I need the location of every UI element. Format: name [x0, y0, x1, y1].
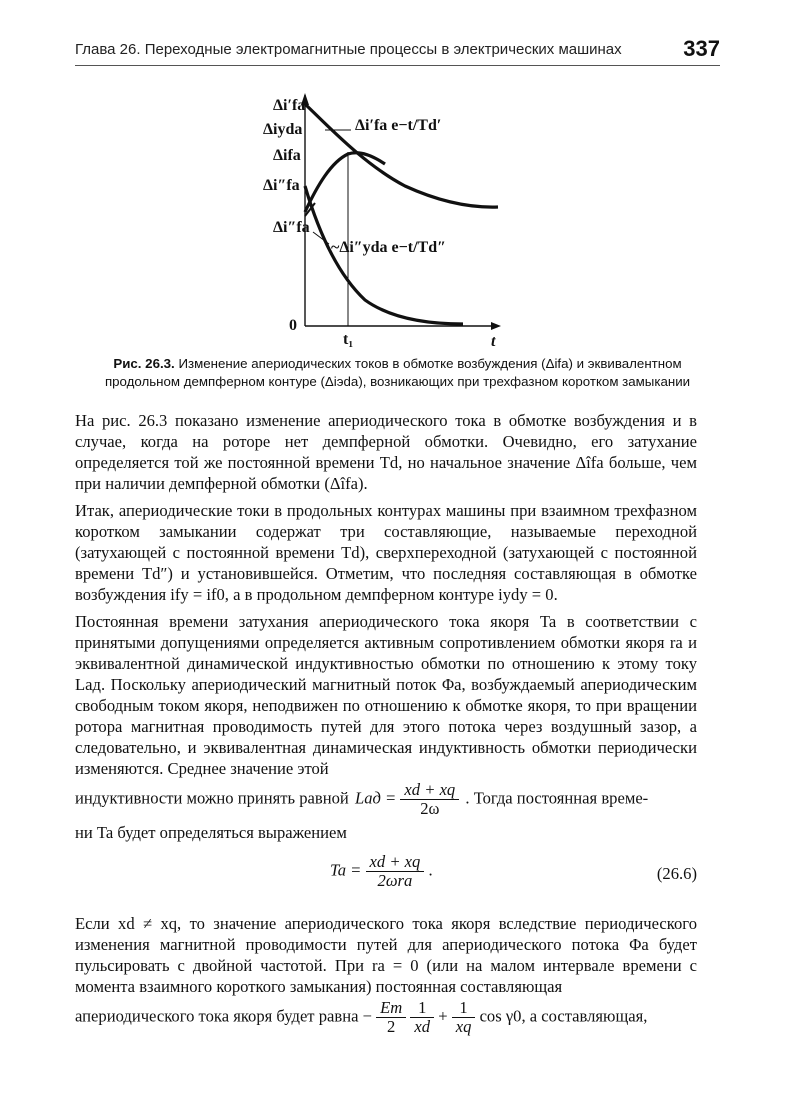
- axis-origin: 0: [289, 317, 297, 334]
- caption-text: Изменение апериодических токов в обмотке возбуждения (Δifa) и эквивалентном продольном демпферном контуре (Δiэda), возникающих при трехфазном коротком замыкании: [104, 356, 691, 389]
- paragraph: На рис. 26.3 показано изменение апериодического тока в обмотке возбуждения и в случае, когда на роторе нет демпферной обмотки. Очевидно, его затухание определяется той же постоянной времени Td, но начальное значение Δîfa больше, чем при наличии демпферной обмотки (Δîfa).: [75, 411, 697, 493]
- field-current-curve: [305, 153, 385, 212]
- tick-t1: t₁: [343, 331, 354, 348]
- page-header: [75, 38, 720, 68]
- equation-denominator: 2ωra: [377, 871, 413, 890]
- text-fragment: cos γ0, а составляющая,: [479, 1006, 648, 1026]
- body-text: [75, 410, 697, 1042]
- running-title: Глава 26. Переходные электромагнитные процессы в электрических машинах: [75, 41, 622, 58]
- text-fragment: апериодического тока якоря будет равна −: [75, 1006, 372, 1026]
- fraction-numerator: 1: [452, 999, 476, 1018]
- curve-label-lower: ~Δi″yda e−t/Td″: [331, 239, 446, 256]
- fraction-numerator: Em: [376, 999, 406, 1018]
- fraction-denominator: xd: [414, 1017, 431, 1036]
- paragraph-formula-line: [75, 999, 697, 1036]
- equation-lhs: Ta =: [330, 860, 362, 880]
- label-di-fa-prime: Δi′fa: [273, 97, 306, 114]
- formula-lad: [355, 781, 459, 818]
- x-axis-label: t: [491, 333, 496, 350]
- text-fragment: . Тогда постоянная време-: [465, 788, 649, 808]
- paragraph-formula-line: [75, 781, 697, 818]
- figure-26-3: [255, 90, 515, 360]
- fraction-denominator: 2ω: [420, 799, 440, 818]
- fraction-xd: [410, 999, 434, 1036]
- equation-numerator: xd + xq: [366, 853, 425, 872]
- fraction-denominator: 2: [387, 1017, 396, 1036]
- paragraph: Постоянная времени затухания апериодического тока якоря Ta в соответствии с принятыми допущениями определяется активным сопротивлением обмотки якоря ra и эквивалентной динамической индуктивностью обмотки по отношению к этому току Laд. Поскольку апериодический магнитный поток Φa, возбуждаемый апериодическим свободным током якоря, неподвижен по отношению к обмотке якоря, то при вращении ротора магнитная проводимость путей для этого потока через воздушный зазор, а следовательно, и эквивалентная динамическая индуктивность обмотки периодически изменяются. Среднее значение этой: [75, 612, 697, 778]
- equation-26-6: [75, 849, 697, 903]
- plus-sign: +: [438, 1006, 448, 1026]
- label-di-fa: Δifa: [273, 147, 301, 164]
- text-fragment: индуктивности можно принять равной: [75, 788, 349, 808]
- formula-lhs: Lад =: [354, 788, 397, 808]
- fraction-xq: [452, 999, 476, 1036]
- x-axis-arrow: [491, 322, 501, 330]
- fraction-numerator: xd + xq: [400, 781, 459, 800]
- equation-fraction: [366, 853, 425, 890]
- paragraph: ни Ta будет определяться выражением: [75, 823, 347, 842]
- figure-caption: [75, 355, 720, 391]
- label-di-fa-double: Δi″fa: [263, 177, 300, 194]
- paragraph: Если xd ≠ xq, то значение апериодического тока якоря вследствие периодического изменения магнитной проводимости путей для апериодического потока Φa будет пульсировать с двойной частотой. При ra = 0 (или на малом интервале времени с момента взаимного короткого замыкания) постоянная составляющая: [75, 914, 697, 996]
- page-number: 337: [683, 36, 720, 61]
- equation-number: (26.6): [656, 864, 697, 883]
- fraction-denominator: xq: [455, 1017, 472, 1036]
- paragraph: Итак, апериодические токи в продольных контурах машины при взаимном трехфазном коротком замыкании содержат три составляющие, называемые переходной (затухающей с постоянной времени Td), сверхпереходной (затухающей с постоянной времени Td″) и установившейся. Отметим, что последняя составляющая в обмотке возбуждения ify = if0, а в продольном демпферном контуре iydy = 0.: [75, 501, 697, 604]
- label-di-yda: Δiyda: [263, 121, 303, 138]
- label-di-fa-double-2: Δi″fa: [273, 219, 310, 236]
- caption-number: Рис. 26.3.: [113, 356, 175, 371]
- fraction: [400, 781, 459, 818]
- fraction-numerator: 1: [410, 999, 434, 1018]
- header-rule: [75, 65, 720, 66]
- equation-dot: .: [428, 860, 433, 880]
- fraction-em: [376, 999, 406, 1036]
- equation-body: [330, 853, 433, 890]
- curve-label-upper: Δi′fa e−t/Td′: [355, 117, 442, 134]
